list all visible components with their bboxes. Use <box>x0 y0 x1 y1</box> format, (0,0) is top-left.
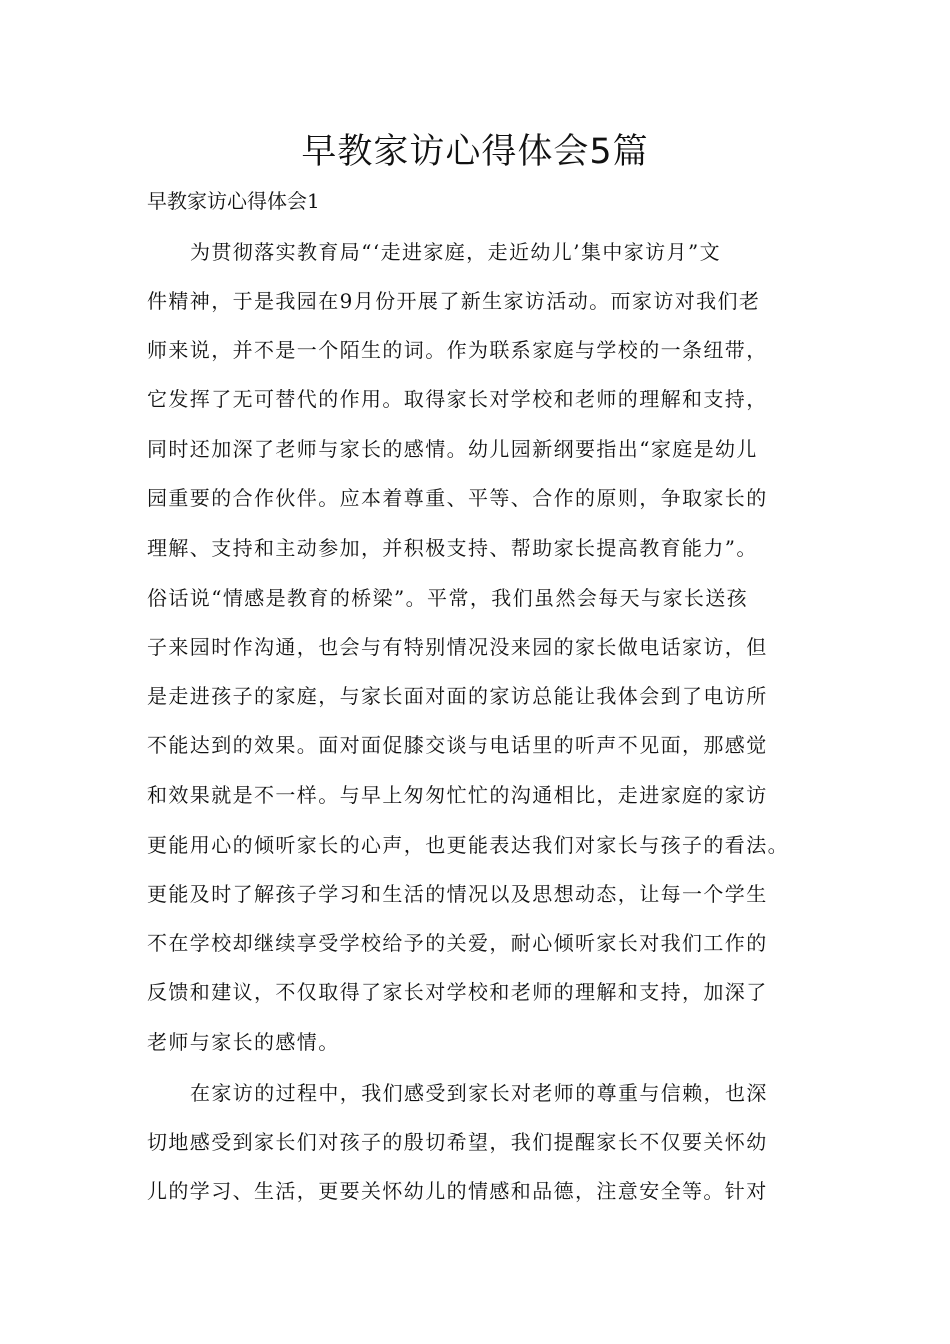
text-line: 老师与家长的感情。 <box>147 1030 340 1054</box>
text-line: 俗话说“情感是教育的桥梁”。平常，我们虽然会每天与家长送孩 <box>147 586 749 610</box>
text-line: 和效果就是不一样。与早上匆匆忙忙的沟通相比，走进家庭的家访 <box>147 783 768 807</box>
document-title: 早教家访心得体会5篇 <box>301 132 649 172</box>
text-line: 儿的学习、生活，更要关怀幼儿的情感和品德，注意安全等。针对 <box>147 1179 768 1203</box>
section-heading: 早教家访心得体会1 <box>147 189 320 213</box>
text-line: 反馈和建议，不仅取得了家长对学校和老师的理解和支持，加深了 <box>147 980 768 1004</box>
text-line: 同时还加深了老师与家长的感情。幼儿园新纲要指出“家庭是幼儿 <box>147 437 758 461</box>
text-line: 是走进孩子的家庭，与家长面对面的家访总能让我体会到了电访所 <box>147 684 768 708</box>
text-line: 师来说，并不是一个陌生的词。作为联系家庭与学校的一条纽带， <box>147 338 768 362</box>
text-line: 在家访的过程中，我们感受到家长对老师的尊重与信赖，也深 <box>190 1081 768 1105</box>
text-line: 件精神，于是我园在9月份开展了新生家访活动。而家访对我们老 <box>147 289 761 313</box>
text-line: 子来园时作沟通，也会与有特别情况没来园的家长做电话家访，但 <box>147 635 768 659</box>
text-line: 为贯彻落实教育局“‘走进家庭，走近幼儿’集中家访月”文 <box>190 240 721 264</box>
text-line: 理解、支持和主动参加，并积极支持、帮助家长提高教育能力”。 <box>147 536 758 560</box>
text-line: 切地感受到家长们对孩子的殷切希望，我们提醒家长不仅要关怀幼 <box>147 1130 768 1154</box>
text-line: 不在学校却继续享受学校给予的关爱，耐心倾听家长对我们工作的 <box>147 931 768 955</box>
text-line: 更能用心的倾听家长的心声，也更能表达我们对家长与孩子的看法。 <box>147 833 789 857</box>
text-line: 更能及时了解孩子学习和生活的情况以及思想动态，让每一个学生 <box>147 882 768 906</box>
text-line: 不能达到的效果。面对面促膝交谈与电话里的听声不见面，那感觉 <box>147 733 768 757</box>
text-line: 它发挥了无可替代的作用。取得家长对学校和老师的理解和支持， <box>147 387 768 411</box>
text-line: 园重要的合作伙伴。应本着尊重、平等、合作的原则，争取家长的 <box>147 486 768 510</box>
